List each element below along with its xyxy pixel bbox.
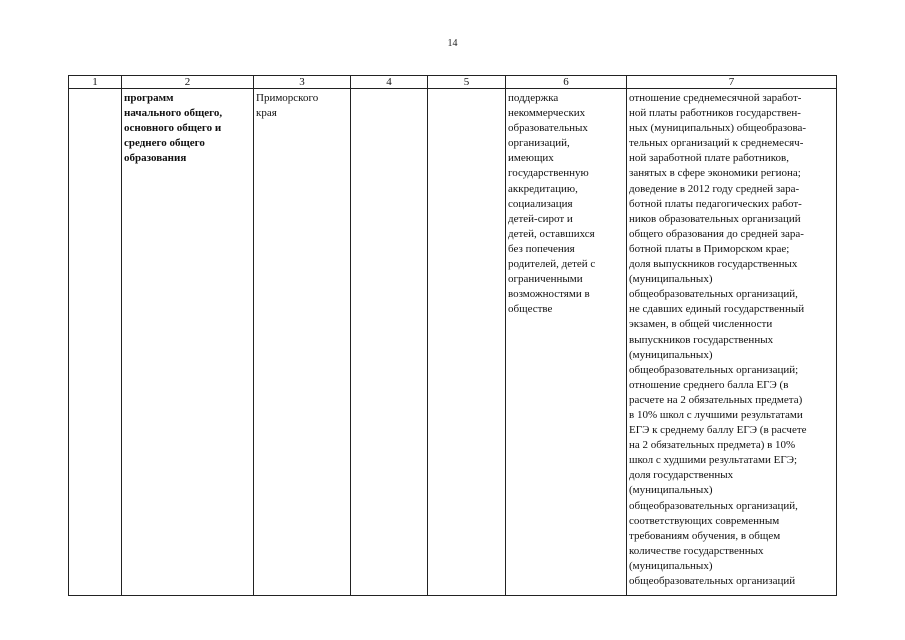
cell-text-line: соответствующих современным bbox=[629, 514, 780, 527]
cell-text-line: социализация bbox=[508, 197, 573, 210]
cell-text-line: общеобразовательных организаций, bbox=[629, 499, 798, 512]
cell-text-line: аккредитацию, bbox=[508, 182, 578, 195]
cell-text-line: на 2 обязательных предмета) в 10% bbox=[629, 439, 796, 452]
column-header-5: 5 bbox=[428, 76, 506, 89]
cell-text-line: общего образования до средней зара- bbox=[629, 227, 804, 240]
cell-col1 bbox=[69, 89, 122, 596]
cell-text-line: некоммерческих bbox=[508, 107, 586, 120]
cell-text-line: ограниченными bbox=[508, 273, 583, 286]
cell-text-line: поддержка bbox=[508, 92, 559, 104]
column-header-1: 1 bbox=[69, 76, 122, 89]
cell-text-line: общеобразовательных организаций; bbox=[629, 363, 799, 376]
cell-text-line: начального общего, bbox=[124, 107, 223, 120]
cell-region bbox=[254, 89, 351, 596]
cell-text-line: образования bbox=[124, 152, 187, 165]
cell-text-line: основного общего и bbox=[124, 122, 222, 135]
cell-text-line: ной заработной плате работников, bbox=[629, 152, 789, 165]
cell-text-line: не сдавших единый государственный bbox=[629, 303, 805, 316]
cell-text-line: общеобразовательных организаций bbox=[629, 575, 796, 587]
cell-text-line: отношение среднемесячной заработ- bbox=[629, 92, 802, 104]
cell-text-line: школ с худшими результатами ЕГЭ; bbox=[629, 454, 798, 467]
cell-text-line: края bbox=[256, 107, 277, 120]
cell-text-line: (муниципальных) bbox=[629, 348, 713, 361]
cell-text-line: количестве государственных bbox=[629, 544, 764, 557]
cell-text-line: детей, оставшихся bbox=[508, 227, 595, 240]
cell-text-line: отношение среднего балла ЕГЭ (в bbox=[629, 378, 789, 391]
cell-text-line: образовательных bbox=[508, 122, 588, 135]
column-header-3: 3 bbox=[254, 76, 351, 89]
cell-text-line: среднего общего bbox=[124, 137, 205, 150]
cell-text-line: общеобразовательных организаций, bbox=[629, 288, 798, 301]
cell-text-line: расчете на 2 обязательных предмета) bbox=[629, 393, 803, 406]
cell-text-line: имеющих bbox=[508, 152, 554, 165]
cell-text-line: организаций, bbox=[508, 137, 570, 150]
cell-text-line: детей-сирот и bbox=[508, 212, 573, 225]
cell-text-line: ботной платы педагогических работ- bbox=[629, 197, 802, 210]
cell-text-line: ной платы работников государствен- bbox=[629, 107, 801, 120]
cell-text-line: родителей, детей с bbox=[508, 258, 596, 271]
cell-indicators bbox=[627, 89, 837, 596]
column-header-6: 6 bbox=[506, 76, 627, 89]
page-number: 14 bbox=[447, 38, 458, 49]
cell-text-line: Приморского bbox=[256, 92, 319, 104]
cell-text-line: без попечения bbox=[508, 242, 575, 255]
cell-col5 bbox=[428, 89, 506, 596]
cell-text-line: тельных организаций к среднемесяч- bbox=[629, 137, 804, 150]
header-row bbox=[69, 76, 837, 89]
cell-text-line: доля государственных bbox=[629, 469, 734, 482]
cell-col4 bbox=[351, 89, 428, 596]
column-header-7: 7 bbox=[627, 76, 837, 89]
cell-text-line: ЕГЭ к среднему баллу ЕГЭ (в расчете bbox=[629, 424, 807, 437]
cell-text-line: доля выпускников государственных bbox=[629, 258, 798, 271]
column-header-2: 2 bbox=[122, 76, 254, 89]
cell-text-line: государственную bbox=[508, 167, 589, 180]
cell-text-line: занятых в сфере экономики региона; bbox=[629, 167, 801, 180]
cell-text-line: обществе bbox=[508, 303, 553, 316]
cell-text-line: возможностями в bbox=[508, 288, 590, 301]
cell-text-line: программ bbox=[124, 92, 174, 104]
cell-text-line: ных (муниципальных) общеобразова- bbox=[629, 122, 807, 135]
cell-text-line: (муниципальных) bbox=[629, 273, 713, 286]
cell-text-line: доведение в 2012 году средней зара- bbox=[629, 182, 800, 195]
cell-text-line: требованиям обучения, в общем bbox=[629, 529, 781, 542]
cell-text-line: (муниципальных) bbox=[629, 559, 713, 572]
cell-text-line: ботной платы в Приморском крае; bbox=[629, 242, 790, 255]
cell-text-line: экзамен, в общей численности bbox=[629, 318, 773, 331]
table-row bbox=[69, 89, 837, 596]
cell-text-line: ников образовательных организаций bbox=[629, 212, 801, 225]
cell-text-line: (муниципальных) bbox=[629, 484, 713, 497]
cell-text-line: выпускников государственных bbox=[629, 333, 774, 346]
document-table bbox=[68, 75, 837, 596]
cell-text-line: в 10% школ с лучшими результатами bbox=[629, 408, 803, 421]
column-header-4: 4 bbox=[351, 76, 428, 89]
cell-program-name bbox=[122, 89, 254, 596]
cell-measures bbox=[506, 89, 627, 596]
